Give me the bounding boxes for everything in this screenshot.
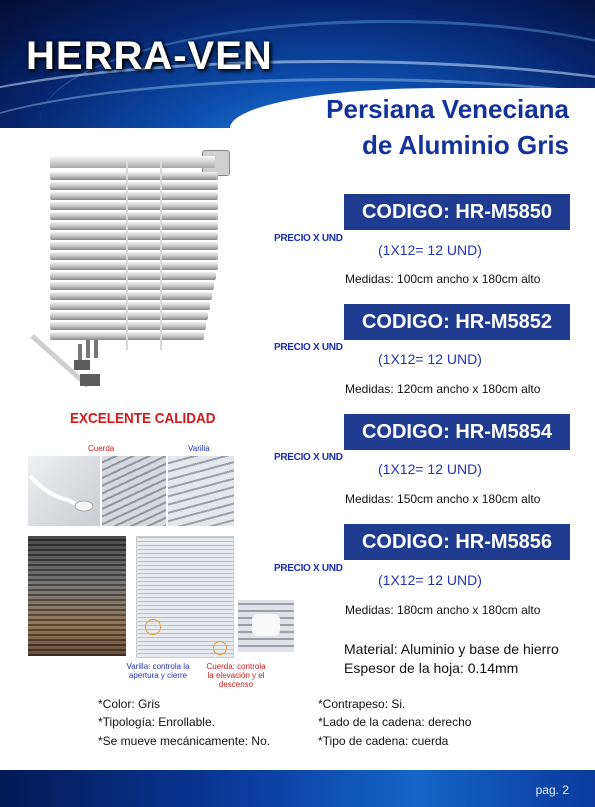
blind-slat [50,212,218,220]
blind-slat [50,172,218,180]
cleaning-photo [238,600,294,652]
pack-3: (1X12= 12 UND) [378,461,482,477]
caption-cuerda: Cuerda [88,444,115,453]
feature-left-1: *Color: Gris [98,697,161,711]
cord-photo [28,456,100,526]
size-4: Medidas: 180cm ancho x 180cm alto [345,603,541,617]
brand-logo: HERRA-VEN [26,34,273,78]
blind-slat [50,292,212,300]
size-2: Medidas: 120cm ancho x 180cm alto [345,382,541,396]
price-label-2: PRECIO X UND [274,342,343,353]
feature-right-2: *Lado de la cadena: derecho [318,715,472,729]
blind-slat [50,312,208,320]
office-blind-photo [28,536,126,656]
price-label-3: PRECIO X UND [274,452,343,463]
blind-product-image [50,150,230,350]
wand-photo [168,456,234,526]
blind-slat [50,192,218,200]
accessories-image [28,326,112,390]
page-number: pag. 2 [535,783,569,797]
thickness-spec: Espesor de la hoja: 0.14mm [344,660,519,676]
material-spec: Material: Aluminio y base de hierro [344,641,559,657]
pack-4: (1X12= 12 UND) [378,572,482,588]
feature-right-1: *Contrapeso: Si. [318,697,406,711]
quality-banner: EXCELENTE CALIDAD [70,410,216,427]
varilla-description [118,662,198,680]
blind-slat [50,222,218,230]
tilt-mechanism-photo [102,456,166,526]
blind-slat [50,302,210,310]
cuerda-desc-line2: la elevación y el [207,671,265,680]
feature-left-2: *Tipología: Enrollable. [98,715,215,729]
cuerda-desc-line3: descenso [218,680,254,689]
pack-1: (1X12= 12 UND) [378,242,482,258]
feature-left-3: *Se mueve mecánicamente: No. [98,734,271,748]
page-title-line2: de Aluminio Gris [361,130,569,160]
blind-slat [50,182,218,190]
size-1: Medidas: 100cm ancho x 180cm alto [345,272,541,286]
feature-right-3: *Tipo de cadena: cuerda [318,734,449,748]
varilla-desc-line2: apertura y cierre [128,671,188,680]
blind-diagram-photo [136,536,234,658]
size-3: Medidas: 150cm ancho x 180cm alto [345,492,541,506]
product-code-1: CODIGO: HR-M5850 [344,194,570,230]
product-code-2: CODIGO: HR-M5852 [344,304,570,340]
cuerda-description [200,662,272,689]
blind-slat [50,202,218,210]
footer-band [0,770,595,807]
product-code-4: CODIGO: HR-M5856 [344,524,570,560]
page-title-line1: Persiana Veneciana [326,94,569,124]
product-code-3: CODIGO: HR-M5854 [344,414,570,450]
caption-varilla: Varilla [188,444,210,453]
price-label-4: PRECIO X UND [274,563,343,574]
cuerda-desc-line1: Cuerda: controla [206,662,266,671]
blind-slat [50,272,216,280]
blind-slat [50,282,214,290]
blind-slat [50,242,218,250]
pack-2: (1X12= 12 UND) [378,351,482,367]
blind-slat [50,232,218,240]
blind-slat [50,252,218,260]
blind-slat [50,262,218,270]
price-label-1: PRECIO X UND [274,233,343,244]
varilla-desc-line1: Varilla: controla la [126,662,190,671]
